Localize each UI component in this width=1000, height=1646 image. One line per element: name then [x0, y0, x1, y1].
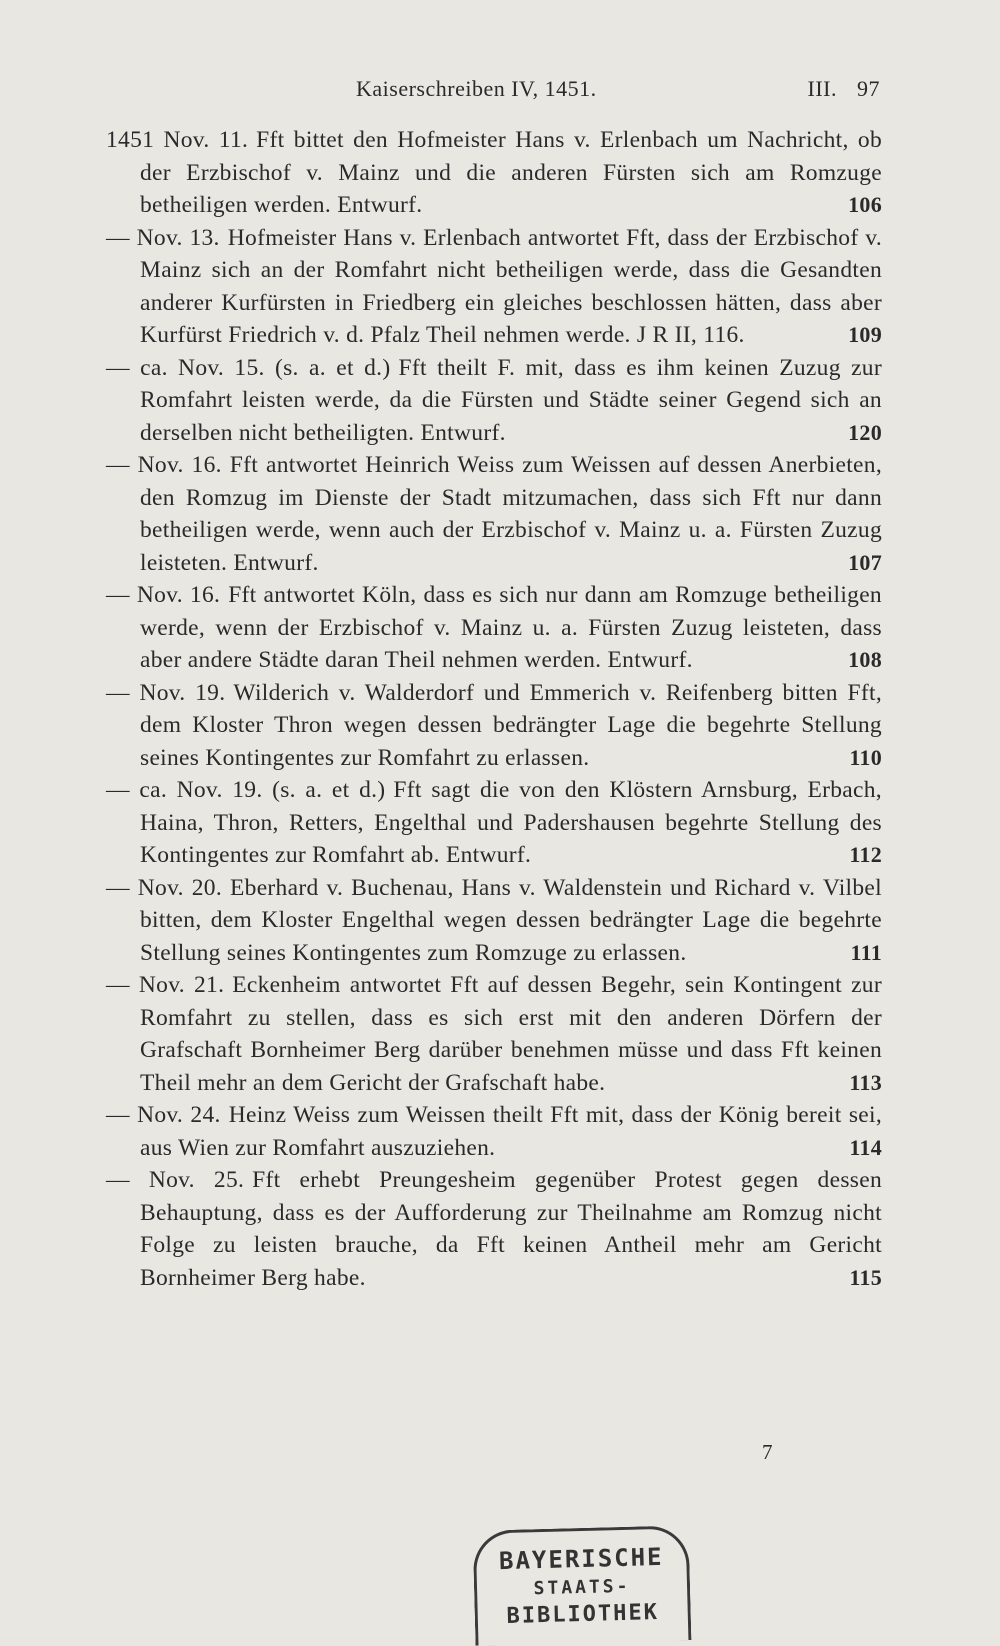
part-number: III.: [807, 76, 837, 101]
regest-entry: [106, 222, 882, 352]
entry-number: 120: [848, 419, 882, 445]
entry-date: — Nov. 24.: [106, 1102, 221, 1128]
regest-entry: [106, 872, 882, 970]
entry-number: 106: [848, 192, 882, 217]
regest-entry: [106, 449, 882, 579]
regest-entry: [106, 124, 882, 222]
entry-number: 112: [849, 842, 882, 867]
entry-text: Fft sagt die von den Klöstern Arnsburg, Erbach, Haina, Thron, Retters, Engelthal und Padershausen begehrte Stellung des Kontingentes zur Romfahrt ab. Entwurf.: [140, 777, 882, 868]
stamp-line-3: BIBLIOTHEK: [506, 1599, 660, 1629]
library-stamp: [473, 1525, 692, 1646]
entry-number: 107: [848, 549, 882, 575]
regest-entry: [106, 579, 882, 677]
entry-text: Hofmeister Hans v. Erlenbach antwortet Fft, dass der Erzbischof v. Mainz sich an der Romfahrt nicht betheiligen werde, dass die Gesandten anderer Kurfürsten in Friedberg ein gleiches beschlossen hätten, dass aber Kurfürst Friedrich v. d. Pfalz Theil nehmen werde. J R II, 116.: [140, 224, 883, 348]
entry-text: Fft bittet den Hofmeister Hans v. Erlenbach um Nachricht, ob der Erzbischof v. Mainz und die anderen Fürsten sich am Romzuge betheiligen werden. Entwurf.: [140, 127, 882, 218]
entry-number: 110: [849, 744, 882, 770]
running-title: Kaiserschreiben IV, 1451.: [356, 76, 597, 101]
entry-text: Fft erhebt Preungesheim gegenüber Protest gegen dessen Behauptung, dass es der Aufforderung zur Theilnahme am Romzug nicht Folge zu leisten brauche, da Fft keinen Antheil mehr am Gericht Bornheimer Berg habe.: [140, 1167, 882, 1291]
entry-text: Fft antwortet Köln, dass es sich nur dann am Romzuge betheiligen werde, wenn der Erzbischof v. Mainz u. a. Fürsten Zuzug leisteten, dass aber andere Städte daran Theil nehmen werden. Entwurf.: [140, 582, 882, 673]
entry-text: Eckenheim antwortet Fft auf dessen Begehr, sein Kontingent zur Romfahrt zu stellen, dass es sich erst mit den anderen Dörfern der Grafschaft Bornheimer Berg darüber benehmen müsse und dass Fft keinen Theil mehr an dem Gericht der Grafschaft habe.: [140, 972, 882, 1096]
entry-number: 109: [848, 322, 882, 347]
entry-text: Wilderich v. Walderdorf und Emmerich v. Reifenberg bitten Fft, dem Kloster Thron wegen dessen bedrängter Lage die begehrte Stellung seines Kontingentes zur Romfahrt zu erlassen.: [140, 679, 883, 771]
entry-date: — Nov. 25.: [106, 1167, 245, 1193]
entry-number: 113: [849, 1069, 882, 1095]
stamp-line-1: BAYERISCHE: [498, 1542, 664, 1576]
regest-entry: [106, 1099, 882, 1164]
entry-number: 108: [848, 647, 882, 672]
part-and-page: [794, 76, 880, 102]
entry-date: — Nov. 19.: [106, 679, 226, 706]
entry-number: 115: [849, 1264, 882, 1290]
entry-date: 1451 Nov. 11.: [106, 127, 249, 153]
stamp-line-2: STAATS-: [533, 1575, 631, 1600]
entry-number: 111: [850, 939, 882, 965]
signature-mark: 7: [762, 1440, 773, 1464]
regest-entry: [106, 352, 882, 450]
entry-date: — Nov. 16.: [106, 582, 221, 608]
entry-number: 114: [849, 1134, 882, 1160]
regest-entry: [106, 1164, 882, 1294]
entry-text: Heinz Weiss zum Weissen theilt Fft mit, dass der König bereit sei, aus Wien zur Romfahrt auszuziehen.: [140, 1102, 883, 1161]
running-header: [108, 72, 880, 108]
page-number: 97: [857, 76, 880, 101]
entry-text: Fft theilt F. mit, dass es ihm keinen Zuzug zur Romfahrt leisten werde, da die Fürsten und Städte seiner Gegend sich an derselben nicht betheiligten. Entwurf.: [140, 354, 882, 446]
entry-date: — Nov. 16.: [106, 452, 222, 478]
entry-date: — Nov. 21.: [106, 972, 225, 998]
entry-date: — Nov. 20.: [106, 874, 222, 901]
entry-date: — ca. Nov. 19. (s. a. et d.): [106, 777, 386, 803]
entry-text: Eberhard v. Buchenau, Hans v. Waldenstein und Richard v. Vilbel bitten, dem Kloster Engelthal wegen dessen bedrängter Lage die begehrte Stellung seines Kontingentes zum Romzuge zu erlassen.: [140, 874, 882, 966]
entry-text: Fft antwortet Heinrich Weiss zum Weissen auf dessen Anerbieten, den Romzug im Dienste der Stadt mitzumachen, dass sich Fft nur dann betheiligen werde, wenn auch der Erzbischof v. Mainz u. a. Fürsten Zuzug leisteten. Entwurf.: [140, 452, 882, 576]
regest-entry: [106, 677, 882, 775]
entry-date: — Nov. 13.: [106, 224, 220, 251]
regesta-list: [106, 124, 882, 1294]
regest-entry: [106, 969, 882, 1099]
regest-entry: [106, 774, 882, 872]
entry-date: — ca. Nov. 15. (s. a. et d.): [106, 354, 391, 381]
